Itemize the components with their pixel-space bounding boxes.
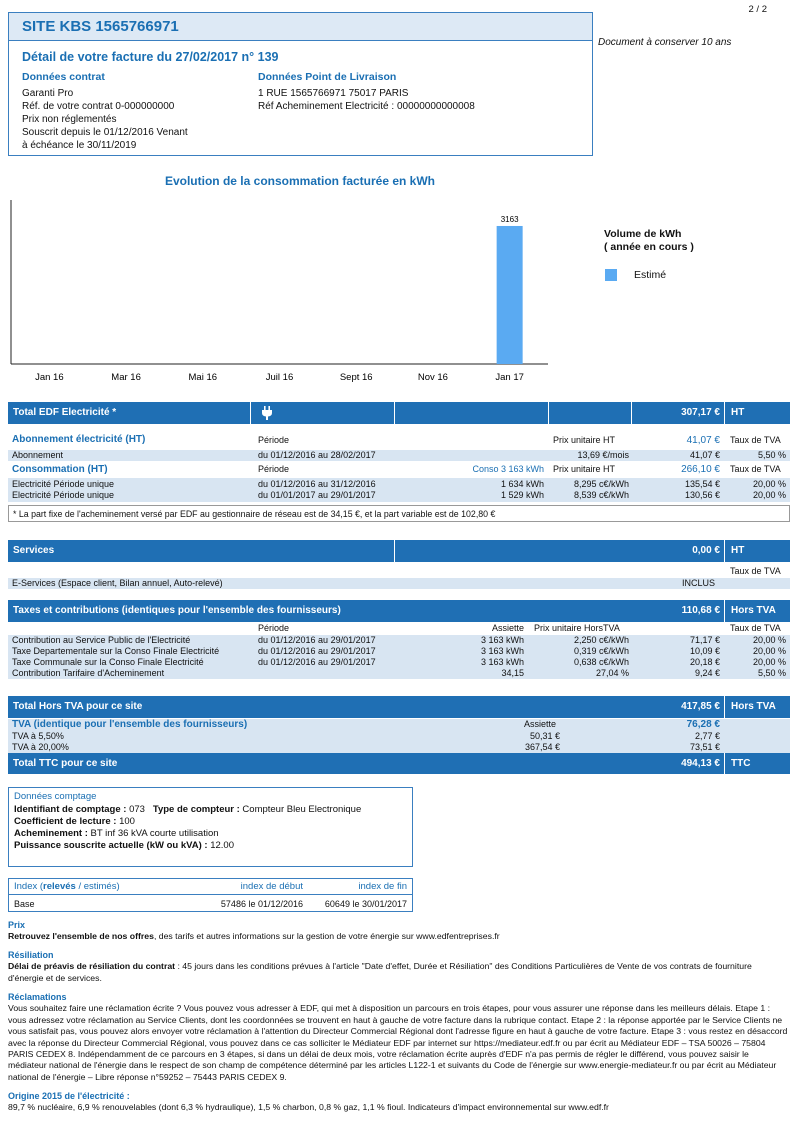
- legal-text: : 45 jours dans les conditions prévues à l'article "Date d'effet, Durée et Résiliation" des Conditions Particulières de Vente de vos contrats de fourniture d'énergie et de services.: [8, 961, 752, 983]
- conso-heading: Consommation (HT): [12, 464, 108, 475]
- row-period: du 01/12/2016 au 29/01/2017: [258, 657, 376, 667]
- contract-line: Réf. de votre contrat 0-000000000: [22, 101, 175, 112]
- bar-data-label: 3163: [500, 214, 519, 224]
- tva-heading: TVA (identique pour l'ensemble des fournisseurs): [12, 719, 248, 730]
- contract-line: Prix non réglementés: [22, 114, 117, 125]
- coef-label: Coefficient de lecture :: [14, 816, 117, 827]
- abo-amount: 41,07 €: [686, 435, 720, 446]
- table-row: [8, 578, 790, 589]
- taux-tva-header: Taux de TVA: [730, 623, 781, 633]
- total-hors-tva-unit: Hors TVA: [731, 701, 776, 712]
- total-hors-tva-amount: 417,85 €: [681, 701, 720, 712]
- comptage-title: Données comptage: [14, 791, 97, 802]
- periode-header: Période: [258, 623, 290, 633]
- legend-label: Estimé: [634, 269, 667, 281]
- page-number: 2 / 2: [748, 4, 767, 15]
- row-amount: 10,09 €: [689, 646, 720, 656]
- ach-value: BT inf 36 kVA courte utilisation: [90, 828, 219, 839]
- services-bar: [8, 540, 790, 562]
- bar: [497, 226, 523, 364]
- conso-total: Conso 3 163 kWh: [472, 464, 544, 474]
- legal-heading: Réclamations: [8, 992, 67, 1002]
- index-title: [14, 881, 120, 892]
- row-label: E-Services (Espace client, Bilan annuel, Auto-relevé): [12, 578, 223, 588]
- puiss-value: 12.00: [210, 840, 234, 851]
- x-tick-label: Nov 16: [417, 372, 448, 383]
- index-title-releves: relevés: [43, 881, 76, 892]
- ach-label: Acheminement :: [14, 828, 88, 839]
- row-unit-price: 8,295 c€/kWh: [573, 479, 629, 489]
- row-label: Abonnement: [12, 450, 64, 460]
- table-row: [8, 657, 790, 668]
- services-label: Services: [13, 545, 55, 556]
- chart-legend-title: [604, 228, 694, 254]
- type-value: Compteur Bleu Electronique: [242, 804, 362, 815]
- row-tva: 20,00 %: [752, 635, 786, 645]
- total-edf-section: [8, 402, 790, 522]
- row-amount: 130,56 €: [684, 490, 720, 500]
- legal-heading: Origine 2015 de l'électricité :: [8, 1091, 130, 1101]
- row-label: Taxe Communale sur la Conso Finale Electricité: [12, 657, 204, 667]
- row-unit-price: 0,319 c€/kWh: [573, 646, 629, 656]
- id-label: Identifiant de comptage :: [14, 804, 127, 815]
- table-row: [8, 635, 790, 646]
- table-row: [8, 479, 790, 490]
- total-edf-bar: [8, 402, 790, 424]
- row-amount: 9,24 €: [694, 668, 720, 678]
- x-tick-label: Mar 16: [111, 372, 141, 383]
- legal-heading: Prix: [8, 920, 26, 930]
- index-title-sep: / estimés): [75, 881, 120, 892]
- consumption-chart: [8, 190, 553, 385]
- contract-line: Garanti Pro: [22, 88, 74, 99]
- index-fin-header: index de fin: [358, 881, 407, 892]
- legal-bold: Retrouvez l'ensemble de nos offres: [8, 931, 154, 942]
- comptage-box: [8, 787, 413, 867]
- row-tva: 20,00 %: [752, 490, 786, 500]
- legal-reclamations: [8, 992, 788, 1083]
- row-unit-price: 2,250 c€/kWh: [573, 635, 629, 645]
- total-ttc-amount: 494,13 €: [681, 758, 720, 769]
- x-tick-label: Mai 16: [188, 372, 218, 383]
- total-edf-label: Total EDF Electricité *: [13, 407, 117, 418]
- row-amount: 71,17 €: [689, 635, 720, 645]
- taxes-unit: Hors TVA: [731, 605, 776, 616]
- row-label: TVA à 5,50%: [12, 731, 64, 741]
- row-base: 3 163 kWh: [480, 635, 524, 645]
- row-fin: 60649 le 30/01/2017: [324, 899, 407, 909]
- row-tva: 20,00 %: [752, 479, 786, 489]
- conso-amount: 266,10 €: [681, 464, 720, 475]
- chart-title: Evolution de la consommation facturée en kWh: [164, 174, 436, 188]
- taux-tva-header: Taux de TVA: [730, 464, 781, 474]
- row-tva: 5,50 %: [757, 668, 786, 678]
- legal-text: , des tarifs et autres informations sur la gestion de votre énergie sur www.edfentreprises.fr: [153, 931, 500, 942]
- index-box: [8, 878, 413, 912]
- row-label: Base: [14, 899, 35, 909]
- total-hors-tva-bar: [8, 696, 790, 718]
- legal-origine: [8, 1091, 788, 1114]
- row-label: Electricité Période unique: [12, 479, 115, 489]
- abo-heading: Abonnement électricité (HT): [12, 434, 146, 445]
- site-header-box: [8, 12, 593, 156]
- legal-prix: [8, 920, 788, 943]
- invoice-title: Détail de votre facture du 27/02/2017 n° 139: [22, 50, 279, 64]
- prix-unitaire-header: Prix unitaire HT: [553, 435, 616, 445]
- row-tva: 20,00 %: [752, 657, 786, 667]
- assiette-header: Assiette: [491, 623, 524, 633]
- row-label: Taxe Departementale sur la Conso Finale Electricité: [12, 646, 220, 656]
- table-row: [8, 450, 790, 461]
- table-row: [8, 731, 790, 742]
- total-ttc-bar: [8, 753, 790, 774]
- puiss-label: Puissance souscrite actuelle (kW ou kVA) :: [14, 840, 208, 851]
- legend-swatch: [605, 269, 617, 281]
- legend-title-line: ( année en cours ): [604, 241, 694, 253]
- contract-heading: Données contrat: [22, 71, 105, 83]
- services-unit: HT: [731, 545, 745, 556]
- row-base: 3 163 kWh: [480, 646, 524, 656]
- row-value: INCLUS: [682, 578, 716, 588]
- row-amount: 41,07 €: [689, 450, 720, 460]
- services-amount: 0,00 €: [692, 545, 720, 556]
- prix-unitaire-header: Prix unitaire HorsTVA: [534, 623, 620, 633]
- row-debut: 57486 le 01/12/2016: [220, 899, 303, 909]
- row-tva: 5,50 %: [757, 450, 786, 460]
- pdl-details: [258, 87, 475, 113]
- taxes-amount: 110,68 €: [681, 605, 720, 616]
- table-row: [8, 742, 790, 753]
- total-hors-tva-label: Total Hors TVA pour ce site: [13, 701, 143, 712]
- row-amount: 135,54 €: [684, 479, 720, 489]
- table-row: [8, 646, 790, 657]
- row-tva: 20,00 %: [752, 646, 786, 656]
- total-edf-unit: HT: [731, 407, 745, 418]
- x-tick-label: Jan 17: [495, 372, 524, 383]
- row-period: du 01/12/2016 au 29/01/2017: [258, 635, 376, 645]
- totals-section: [8, 696, 790, 774]
- contract-line: Souscrit depuis le 01/12/2016 Venant: [22, 127, 188, 138]
- row-unit-price: 0,638 c€/kWh: [573, 657, 629, 667]
- row-unit-price: 13,69 €/mois: [577, 450, 629, 460]
- taux-tva-header: Taux de TVA: [730, 566, 781, 576]
- total-ttc-label: Total TTC pour ce site: [13, 758, 118, 769]
- row-period: du 01/12/2016 au 28/02/2017: [258, 450, 376, 460]
- periode-header: Période: [258, 435, 290, 445]
- pdl-heading: Données Point de Livraison: [258, 71, 397, 83]
- legal-text: 89,7 % nucléaire, 6,9 % renouvelables (dont 6,3 % hydraulique), 1,5 % charbon, 0,8 % gaz, 1,1 % fioul. Indicateurs d'impact environnemental sur www.edf.fr: [8, 1102, 609, 1113]
- contract-details: [22, 87, 247, 152]
- pdl-line: Réf Acheminement Electricité : 00000000000008: [258, 101, 475, 112]
- row-label: Contribution Tarifaire d'Acheminement: [12, 668, 165, 678]
- plug-icon: [261, 406, 273, 423]
- id-value: 073: [129, 804, 145, 815]
- prix-unitaire-header: Prix unitaire HT: [553, 464, 616, 474]
- row-base: 367,54 €: [524, 742, 560, 752]
- row-base: 34,15: [501, 668, 524, 678]
- index-debut-header: index de début: [240, 881, 303, 892]
- contract-line: à échéance le 30/11/2019: [22, 140, 137, 151]
- pdl-line: 1 RUE 1565766971 75017 PARIS: [258, 88, 409, 99]
- acheminement-footnote: * La part fixe de l'acheminement versé par EDF au gestionnaire de réseau est de 34,15 €, et la part variable est de 102,80 €: [8, 505, 790, 522]
- row-period: du 01/12/2016 au 29/01/2017: [258, 646, 376, 656]
- legal-text: Vous souhaitez faire une réclamation écrite ? Vous pouvez vous adresser à EDF, qui met à disposition un parcours en trois étapes, pour vous assurer une réponse dans les meilleurs délais. Etape 1 : vous adressez votre réclamation au Service Clients, dont les coordonnées se trouvent en haut à gauche de votre facture dans la rubrique contact. Etape 2 : la réponse apportée par le Service Clients ne vous satisfait pas, vous pouvez alors envoyer votre réclamation à l'attention du Directeur Commercial Régional dont l'adresse figure en haut à gauche de votre facture. Etape 3 : vous restez en désaccord avec la réponse du Directeur Commercial Régional, vous pouvez dans ce cas solliciter le Médiateur EDF par internet sur https://mediateur.edf.fr ou par écrit au Médiateur EDF – TSA 50026 – 75804 PARIS CEDEX 8. Indépendamment de ce parcours en 3 étapes, si dans un délai de deux mois, votre réclamation écrite auprès d'EDF n'a pas permis de régler le différend, vous pouvez saisir le médiateur national de l'énergie dans le respect de son champ de compétence déterminé par les articles L122-1 et suivants du Code de l'énergie sur www.energie-mediateur.fr ou par écrit au Médiateur national de l'énergie – Libre réponse n°59252 – 75443 PARIS CEDEX 9.: [8, 1003, 788, 1082]
- total-edf-amount: 307,17 €: [681, 407, 720, 418]
- taxes-section: [8, 600, 790, 679]
- table-row: [8, 490, 790, 501]
- x-tick-label: Juil 16: [265, 372, 294, 383]
- row-unit-price: 8,539 c€/kWh: [573, 490, 629, 500]
- site-title: SITE KBS 1565766971: [9, 13, 592, 41]
- index-title-prefix: Index (: [14, 881, 44, 892]
- row-label: Contribution au Service Public de l'Electricité: [12, 635, 191, 645]
- table-row: [8, 668, 790, 679]
- services-section: [8, 540, 790, 589]
- row-label: Electricité Période unique: [12, 490, 115, 500]
- row-base: 3 163 kWh: [480, 657, 524, 667]
- row-amount: 2,77 €: [694, 731, 720, 741]
- row-label: TVA à 20,00%: [12, 742, 69, 752]
- legal-heading: Résiliation: [8, 950, 54, 960]
- type-label: Type de compteur :: [152, 804, 240, 815]
- row-unit-price: 27,04 %: [595, 668, 629, 678]
- row-amount: 20,18 €: [689, 657, 720, 667]
- row-amount: 73,51 €: [689, 742, 720, 752]
- taxes-label: Taxes et contributions (identiques pour l'ensemble des fournisseurs): [13, 605, 341, 616]
- total-ttc-unit: TTC: [731, 758, 751, 769]
- keep-note: Document à conserver 10 ans: [598, 37, 732, 48]
- legal-resiliation: [8, 950, 788, 984]
- tva-amount: 76,28 €: [686, 719, 720, 730]
- row-qty: 1 529 kWh: [500, 490, 544, 500]
- x-tick-label: Sept 16: [339, 372, 373, 383]
- legal-bold: Délai de préavis de résiliation du contrat: [8, 961, 176, 972]
- table-row: [9, 895, 412, 911]
- row-base: 50,31 €: [529, 731, 560, 741]
- coef-value: 100: [119, 816, 135, 827]
- taxes-bar: [8, 600, 790, 622]
- periode-header: Période: [258, 464, 290, 474]
- row-period: du 01/12/2016 au 31/12/2016: [258, 479, 376, 489]
- x-tick-label: Jan 16: [35, 372, 64, 383]
- row-period: du 01/01/2017 au 29/01/2017: [258, 490, 376, 500]
- assiette-header: Assiette: [524, 719, 557, 729]
- legend-title-line: Volume de kWh: [604, 228, 682, 240]
- row-qty: 1 634 kWh: [500, 479, 544, 489]
- taux-tva-header: Taux de TVA: [730, 435, 781, 445]
